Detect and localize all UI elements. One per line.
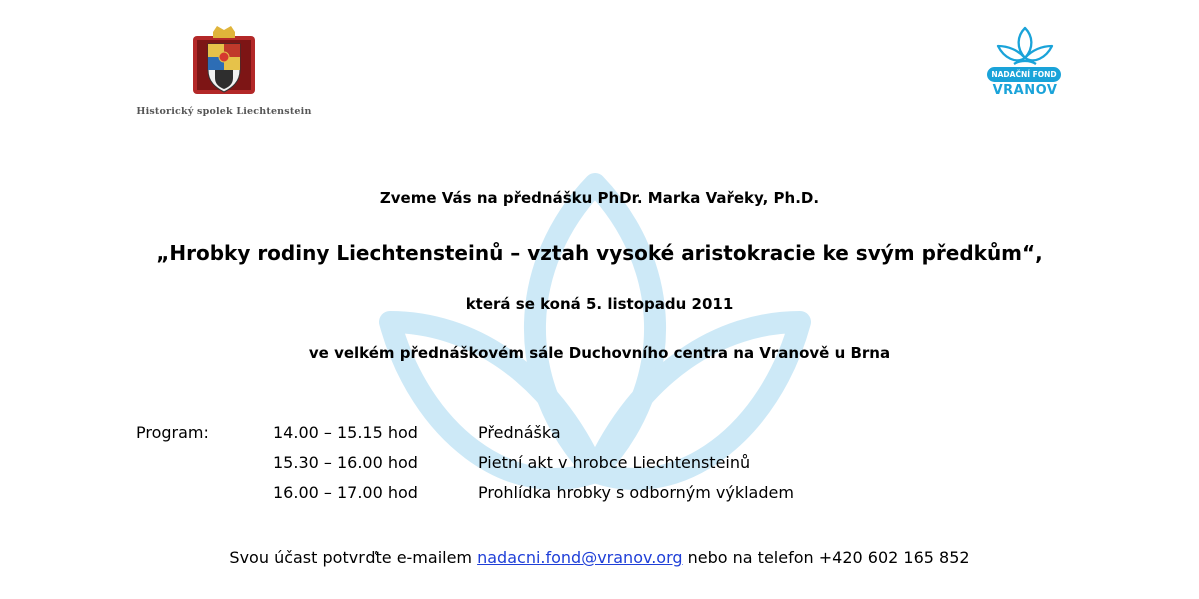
foundation-logo xyxy=(980,26,1070,106)
lecture-title: „Hrobky rodiny Liechtensteinů – vztah vysoké aristokracie ke svým předkům“, xyxy=(156,241,1043,265)
rsvp-text-before: Svou účast potvrďte e-mailem xyxy=(229,548,478,567)
program-event: Pietní akt v hrobce Liechtensteinů xyxy=(478,453,751,472)
lecture-date: která se koná 5. listopadu 2011 xyxy=(465,295,734,313)
program-event: Přednáška xyxy=(478,423,561,442)
invitation-intro: Zveme Vás na přednášku PhDr. Marka Vařeky, Ph.D. xyxy=(379,189,820,207)
rsvp-line xyxy=(0,548,1199,567)
lecture-venue: ve velkém přednáškovém sále Duchovního centra na Vranově u Brna xyxy=(308,344,891,362)
program-row xyxy=(273,423,561,442)
foundation-badge: NADAČNÍ FOND xyxy=(987,67,1061,82)
historical-society-logo xyxy=(134,26,314,121)
coat-of-arms-icon xyxy=(191,26,257,98)
program-label: Program: xyxy=(136,423,209,442)
program-event: Prohlídka hrobky s odborným výkladem xyxy=(478,483,794,502)
program-time: 16.00 – 17.00 hod xyxy=(273,483,418,502)
lotus-icon xyxy=(992,26,1058,70)
program-time: 15.30 – 16.00 hod xyxy=(273,453,418,472)
society-caption: Historický spolek Liechtenstein xyxy=(136,106,312,117)
program-row xyxy=(273,453,750,472)
email-link[interactable]: nadacni.fond@vranov.org xyxy=(477,548,683,567)
program-row xyxy=(273,483,794,502)
rsvp-text-after: nebo na telefon +420 602 165 852 xyxy=(682,548,970,567)
foundation-name: VRANOV xyxy=(992,83,1058,98)
program-time: 14.00 – 15.15 hod xyxy=(273,423,418,442)
